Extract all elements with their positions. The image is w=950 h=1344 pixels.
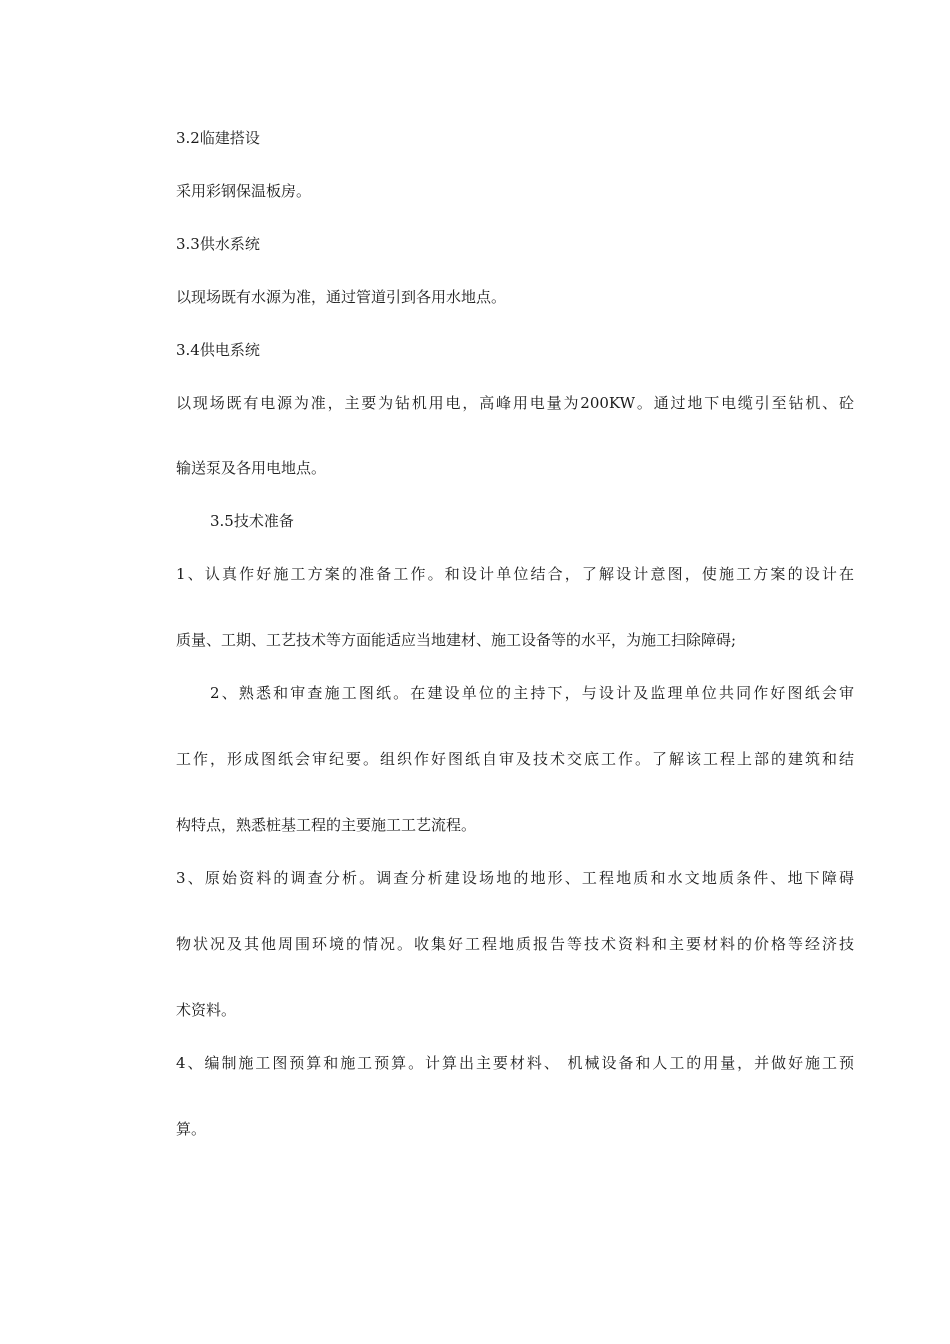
heading-3-5: 3.5技术准备: [210, 512, 294, 530]
list-item-4-line: 算。: [176, 1120, 207, 1138]
list-item-2-line: 工作，形成图纸会审纪要。组织作好图纸自审及技术交底工作。了解该工程上部的建筑和结: [176, 750, 854, 768]
list-item-3-line: 物状况及其他周围环境的情况。收集好工程地质报告等技术资料和主要材料的价格等经济技: [176, 935, 854, 953]
heading-3-3: 3.3供水系统: [176, 235, 260, 253]
list-item-3-line: 3、原始资料的调查分析。调查分析建设场地的地形、工程地质和水文地质条件、地下障碍: [176, 869, 854, 887]
list-item-2-line: 2、熟悉和审查施工图纸。在建设单位的主持下，与设计及监理单位共同作好图纸会审: [210, 684, 854, 702]
heading-3-2: 3.2临建搭设: [176, 129, 260, 147]
list-item-4-line: 4、编制施工图预算和施工预算。计算出主要材料、 机械设备和人工的用量，并做好施工预: [176, 1054, 854, 1072]
heading-3-4: 3.4供电系统: [176, 341, 260, 359]
list-item-1-line: 1、认真作好施工方案的准备工作。和设计单位结合，了解设计意图，使施工方案的设计在: [176, 565, 854, 583]
list-item-1-line: 质量、工期、工艺技术等方面能适应当地建材、施工设备等的水平，为施工扫除障碍;: [176, 631, 737, 649]
paragraph-line: 以现场既有电源为准，主要为钻机用电，高峰用电量为200KW。通过地下电缆引至钻机、砼: [176, 394, 854, 412]
list-item-2-line: 构特点，熟悉桩基工程的主要施工工艺流程。: [176, 816, 477, 834]
paragraph-line: 以现场既有水源为准，通过管道引到各用水地点。: [176, 288, 507, 306]
list-item-3-line: 术资料。: [176, 1001, 237, 1019]
paragraph-line: 采用彩钢保温板房。: [176, 182, 312, 200]
paragraph-line: 输送泵及各用电地点。: [176, 459, 327, 477]
